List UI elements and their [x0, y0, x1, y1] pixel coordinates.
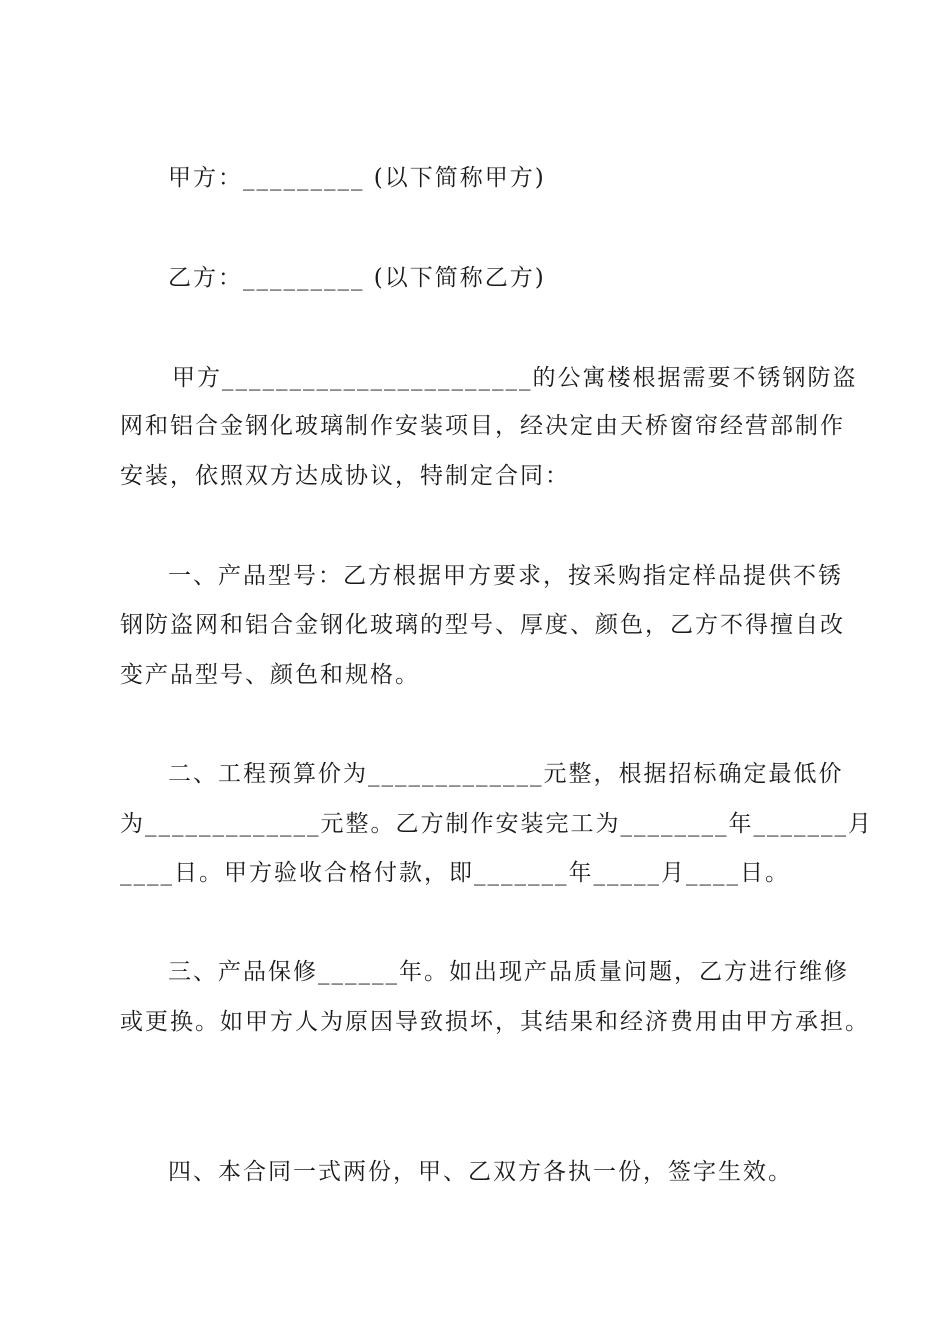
clause1-line-2: 钢防盗网和铝合金钢化玻璃的型号、厚度、颜色，乙方不得擅自改 [120, 612, 845, 638]
party-a-line: 甲方：_________ (以下简称甲方) [168, 165, 546, 191]
intro-line-2: 网和铝合金钢化玻璃制作安装项目，经决定由天桥窗帘经营部制作 [120, 413, 845, 439]
clause2-line-3: ____日。甲方验收合格付款，即_______年_____月____日。 [120, 860, 790, 886]
party-b-line: 乙方：_________ (以下简称乙方) [168, 265, 546, 291]
clause1-line-3: 变产品型号、颜色和规格。 [120, 662, 420, 688]
clause1-line-1: 一、产品型号：乙方根据甲方要求，按采购指定样品提供不锈 [168, 563, 843, 589]
clause4-line: 四、本合同一式两份，甲、乙双方各执一份，签字生效。 [168, 1159, 793, 1185]
intro-line-1: 甲方_______________________的公寓楼根据需要不锈钢防盗 [172, 365, 858, 391]
intro-line-3: 安装，依照双方达成协议，特制定合同： [120, 463, 570, 489]
clause2-line-2: 为_____________元整。乙方制作安装完工为________年_______月 [120, 811, 873, 837]
clause3-line-1: 三、产品保修______年。如出现产品质量问题，乙方进行维修 [168, 959, 849, 985]
clause3-line-2: 或更换。如甲方人为原因导致损坏，其结果和经济费用由甲方承担。 [120, 1009, 870, 1035]
clause2-line-1: 二、工程预算价为_____________元整，根据招标确定最低价 [168, 761, 844, 787]
